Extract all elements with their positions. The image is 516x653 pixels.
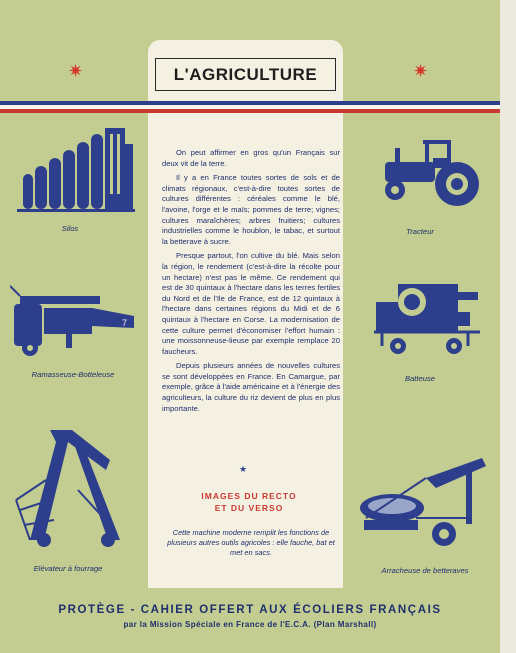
article-body bbox=[162, 148, 340, 418]
divider-star-icon: ★ bbox=[239, 464, 248, 474]
arracheuse-illustration bbox=[356, 458, 491, 553]
elevateur-illustration bbox=[10, 430, 130, 550]
silos-illustration bbox=[15, 124, 135, 219]
elevateur-label: Elévateur à fourrage bbox=[33, 564, 103, 573]
batteuse-label: Batteuse bbox=[405, 374, 435, 383]
decor-star-right-icon: ✷ bbox=[413, 61, 429, 81]
decor-star-left-icon: ✷ bbox=[68, 61, 84, 81]
paragraph: On peut affirmer en gros qu'un Français sur deux vit de la terre. bbox=[162, 148, 340, 168]
flag-stripe-red bbox=[0, 109, 500, 113]
subtitle-line: IMAGES DU RECTO bbox=[201, 491, 297, 501]
title-box bbox=[155, 58, 336, 91]
paragraph: Presque partout, l'on cultive du blé. Mais selon la région, le rendement (c'est-à-dire la récolte pour un hectare) n'est pas le même. Ce rendement qui est de 30 quintaux à l'hectare dans les terres fertiles du Nord et de l'Ile de France, est de 12 quintaux à l'hectare dans certaines régions du Midi et de 6 quintaux à l'hectare en Corse. La modernisation de cette culture permet d'économiser l'effort humain : une moissonneuse-lieuse par exemple remplace 20 faucheurs. bbox=[162, 251, 340, 356]
paragraph: Il y a en France toutes sortes de sols et de climats régionaux, c'est-à-dire toutes sortes de cultures différentes : céréales comme le blé, l'avoine, l'orge et le maïs; pommes de terre; vignes; cultures maraîchères; arbres fruitiers; cultures industrielles comme le houblon, le tabac, et surtout la betterave à sucre. bbox=[162, 173, 340, 246]
tracteur-illustration bbox=[375, 134, 485, 214]
footer-title: PROTÈGE - CAHIER OFFERT AUX ÉCOLIERS FRANÇAIS bbox=[58, 604, 442, 616]
machine-caption: Cette machine moderne remplit les fonctions de plusieurs autres outils agricoles : elle fauche, bat et met en sacs. bbox=[167, 528, 335, 558]
batteuse-illustration bbox=[368, 272, 488, 362]
svg-text:7: 7 bbox=[122, 318, 128, 328]
ramasseuse-illustration bbox=[10, 282, 140, 357]
subtitle-line: ET DU VERSO bbox=[214, 503, 284, 513]
arracheuse-label: Arracheuse de betteraves bbox=[381, 566, 469, 575]
footer-subtitle: par la Mission Spéciale en France de l'E.C.A. (Plan Marshall) bbox=[123, 620, 377, 629]
page-title: L'AGRICULTURE bbox=[173, 64, 318, 84]
paragraph: Depuis plusieurs années de nouvelles cultures se sont développées en France. En Camargue, par exemple, grâce à l'aide américaine et à l'énergie des agriculteurs, la culture du riz devient de plus en plus importante. bbox=[162, 361, 340, 413]
ramasseuse-label: Ramasseuse-Botteleuse bbox=[31, 370, 115, 379]
page-edge bbox=[500, 0, 516, 653]
images-subtitle bbox=[160, 490, 338, 514]
silos-label: Silos bbox=[61, 224, 79, 233]
tracteur-label: Tracteur bbox=[406, 227, 434, 236]
